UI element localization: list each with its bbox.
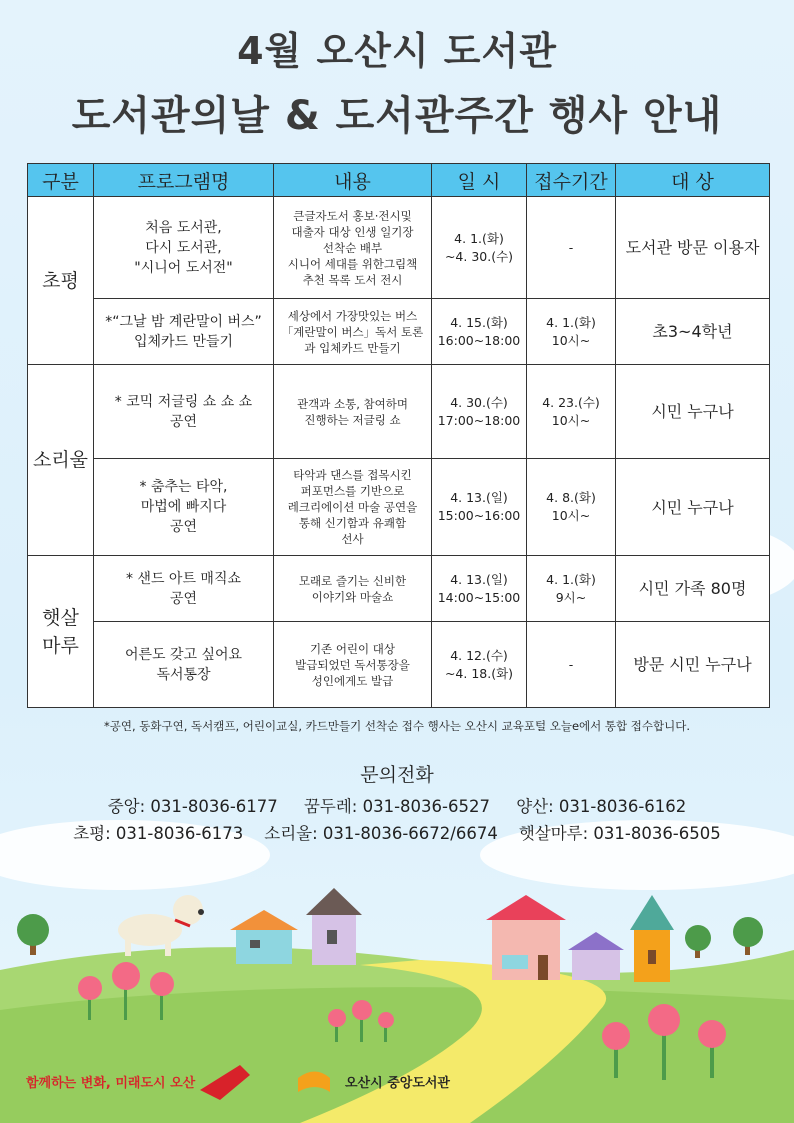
table-row <box>28 459 770 556</box>
date-cell: 4. 1.(화) ~4. 30.(수) <box>432 197 527 299</box>
program-cell: *“그날 밤 계란말이 버스” 입체카드 만들기 <box>94 299 274 365</box>
page-subtitle: 도서관의날 & 도서관주간 행사 안내 <box>71 93 723 139</box>
house-icon <box>630 895 674 982</box>
program-cell: * 샌드 아트 매직쇼 공연 <box>94 556 274 622</box>
division-cell: 소리울 <box>28 365 94 556</box>
content-cell: 기존 어린이 대상 발급되었던 독서통장을 성인에게도 발급 <box>274 622 432 708</box>
target-cell: 시민 누구나 <box>616 365 770 459</box>
header-program: 프로그램명 <box>94 164 274 197</box>
target-cell: 도서관 방문 이용자 <box>616 197 770 299</box>
date-cell: 4. 13.(일) 14:00~15:00 <box>432 556 527 622</box>
program-cell: 처음 도서관, 다시 도서관, "시니어 도서전" <box>94 197 274 299</box>
division-cell: 햇살 마루 <box>28 556 94 708</box>
inquiry-title: 문의전화 <box>360 764 434 786</box>
header-reception: 접수기간 <box>527 164 616 197</box>
header-datetime: 일 시 <box>432 164 527 197</box>
reception-cell: 4. 1.(화) 10시~ <box>527 299 616 365</box>
house-icon <box>486 895 566 980</box>
table-row <box>28 556 770 622</box>
table-row <box>28 622 770 708</box>
table-header-row <box>28 164 770 197</box>
reception-cell: 4. 8.(화) 10시~ <box>527 459 616 556</box>
header-target: 대 상 <box>616 164 770 197</box>
table-row <box>28 299 770 365</box>
content-cell: 모래로 즐기는 신비한 이야기와 마술쇼 <box>274 556 432 622</box>
content-cell: 세상에서 가장맛있는 버스 「계란말이 버스」독서 토론 과 입체카드 만들기 <box>274 299 432 365</box>
program-cell: * 춤추는 타악, 마법에 빠지다 공연 <box>94 459 274 556</box>
content-cell: 관객과 소통, 참여하며 진행하는 저글링 쇼 <box>274 365 432 459</box>
target-cell: 초3~4학년 <box>616 299 770 365</box>
division-cell: 초평 <box>28 197 94 365</box>
reception-cell: - <box>527 622 616 708</box>
house-icon <box>230 910 298 964</box>
inquiry-phones-line2: 초평: 031-8036-6173 소리울: 031-8036-6672/6674 햇살마루: 031-8036-6505 <box>73 824 721 843</box>
reception-cell: 4. 23.(수) 10시~ <box>527 365 616 459</box>
inquiry-phones-line1: 중앙: 031-8036-6177 꿈두레: 031-8036-6527 양산: 031-8036-6162 <box>107 797 687 816</box>
city-slogan: 함께하는 변화, 미래도시 오산 <box>26 1076 196 1091</box>
page-title: 4월 오산시 도서관 <box>237 29 557 73</box>
tree-icon <box>685 925 711 958</box>
tree-icon <box>733 917 763 955</box>
table-row <box>28 365 770 459</box>
content-cell: 큰글자도서 홍보·전시및 대출자 대상 인생 일기장 선착순 배부 시니어 세대를 위한그림책 추천 목록 도서 전시 <box>274 197 432 299</box>
target-cell: 방문 시민 누구나 <box>616 622 770 708</box>
date-cell: 4. 12.(수) ~4. 18.(화) <box>432 622 527 708</box>
tree-icon <box>17 914 49 955</box>
program-cell: * 코믹 저글링 쇼 쇼 쇼 공연 <box>94 365 274 459</box>
program-cell: 어른도 갖고 싶어요 독서통장 <box>94 622 274 708</box>
dog-icon <box>118 895 204 956</box>
header-content: 내용 <box>274 164 432 197</box>
house-icon <box>568 932 624 980</box>
header-division: 구분 <box>28 164 94 197</box>
library-logo: 오산시 중앙도서관 <box>345 1076 450 1091</box>
reception-cell: 4. 1.(화) 9시~ <box>527 556 616 622</box>
event-schedule-table <box>27 163 770 708</box>
house-icon <box>306 888 362 965</box>
date-cell: 4. 15.(화) 16:00~18:00 <box>432 299 527 365</box>
target-cell: 시민 가족 80명 <box>616 556 770 622</box>
target-cell: 시민 누구나 <box>616 459 770 556</box>
reception-cell: - <box>527 197 616 299</box>
registration-note: *공연, 동화구연, 독서캠프, 어린이교실, 카드만들기 선착순 접수 행사는 오산시 교육포털 오늘e에서 통합 접수합니다. <box>104 719 690 733</box>
content-cell: 타악과 댄스를 접목시킨 퍼포먼스를 기반으로 레크리에이션 마술 공연을 통해 신기함과 유쾌함 선사 <box>274 459 432 556</box>
table-row <box>28 197 770 299</box>
date-cell: 4. 13.(일) 15:00~16:00 <box>432 459 527 556</box>
date-cell: 4. 30.(수) 17:00~18:00 <box>432 365 527 459</box>
